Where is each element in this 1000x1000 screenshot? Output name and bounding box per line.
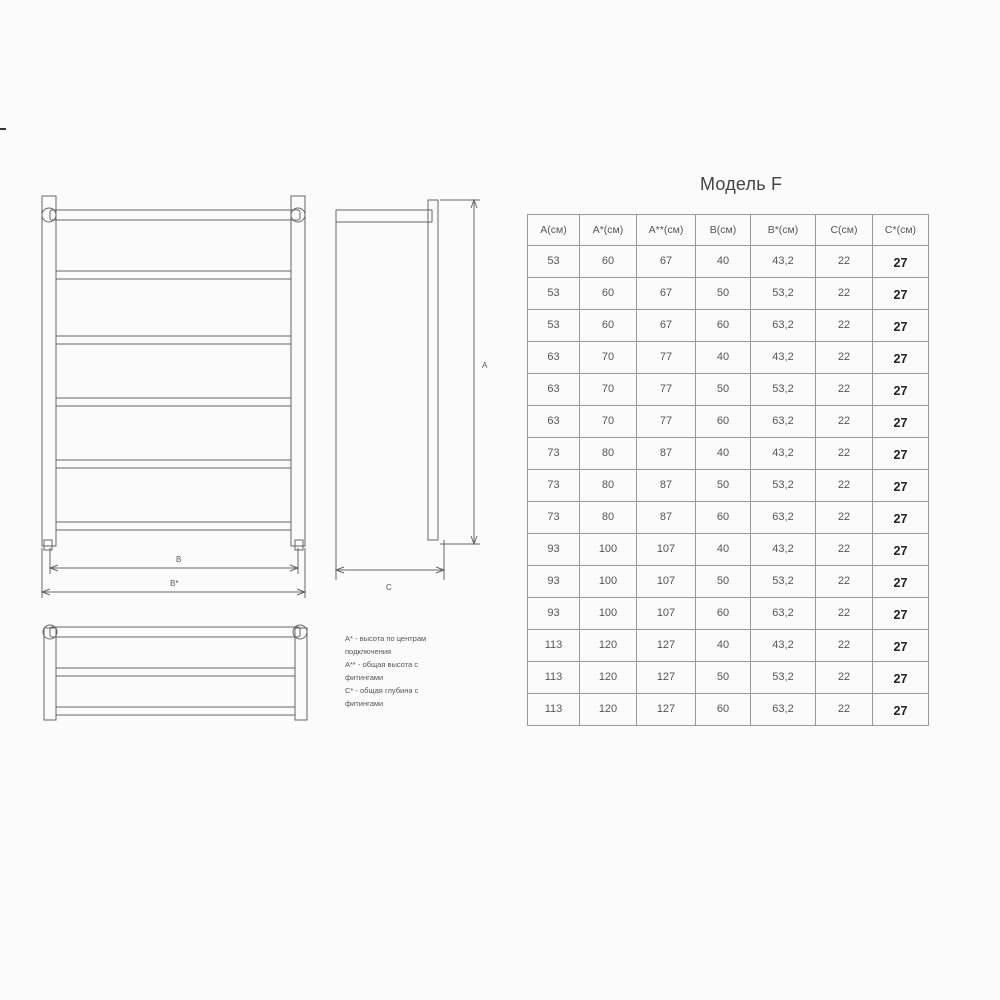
table-cell: 40 <box>696 630 751 662</box>
table-cell: 22 <box>816 662 873 694</box>
table-cell: 70 <box>580 406 637 438</box>
table-cell: 27 <box>873 694 929 726</box>
table-cell: 22 <box>816 246 873 278</box>
table-cell: 67 <box>637 278 696 310</box>
table-cell: 27 <box>873 310 929 342</box>
column-header: А*(см) <box>580 215 637 246</box>
table-row <box>528 470 929 502</box>
table-cell: 120 <box>580 662 637 694</box>
table-cell: 53,2 <box>751 470 816 502</box>
legend-line: А* - высота по центрам <box>345 634 427 643</box>
table-cell: 77 <box>637 374 696 406</box>
table-cell: 60 <box>696 694 751 726</box>
table-cell: 63,2 <box>751 406 816 438</box>
table-cell: 53,2 <box>751 374 816 406</box>
table-cell: 53,2 <box>751 662 816 694</box>
table-cell: 87 <box>637 502 696 534</box>
table-row <box>528 694 929 726</box>
side-view-drawing <box>336 200 480 580</box>
side-post <box>428 200 438 540</box>
table-cell: 113 <box>528 694 580 726</box>
table-cell: 50 <box>696 662 751 694</box>
table-cell: 127 <box>637 630 696 662</box>
legend-line: С* - общая глубина с <box>345 686 419 695</box>
table-row <box>528 566 929 598</box>
dimension-label-b-star: B* <box>170 579 179 588</box>
table-cell: 22 <box>816 470 873 502</box>
table-cell: 40 <box>696 438 751 470</box>
table-row <box>528 534 929 566</box>
table-cell: 107 <box>637 598 696 630</box>
table-cell: 50 <box>696 278 751 310</box>
table-cell: 27 <box>873 374 929 406</box>
dimension-legend <box>345 632 485 710</box>
table-cell: 43,2 <box>751 246 816 278</box>
table-cell: 53,2 <box>751 566 816 598</box>
table-cell: 43,2 <box>751 438 816 470</box>
table-cell: 127 <box>637 662 696 694</box>
table-cell: 67 <box>637 310 696 342</box>
table-cell: 87 <box>637 470 696 502</box>
table-row <box>528 310 929 342</box>
table-cell: 100 <box>580 566 637 598</box>
table-cell: 27 <box>873 342 929 374</box>
table-cell: 60 <box>696 310 751 342</box>
table-cell: 60 <box>580 310 637 342</box>
table-cell: 100 <box>580 534 637 566</box>
table-cell: 80 <box>580 502 637 534</box>
table-cell: 77 <box>637 406 696 438</box>
legend-line: А** - общая высота с <box>345 660 419 669</box>
table-cell: 43,2 <box>751 342 816 374</box>
table-row <box>528 502 929 534</box>
table-cell: 50 <box>696 470 751 502</box>
column-header: С*(см) <box>873 215 929 246</box>
table-cell: 43,2 <box>751 534 816 566</box>
front-view-drawing <box>42 196 305 598</box>
table-cell: 53,2 <box>751 278 816 310</box>
table-cell: 27 <box>873 246 929 278</box>
table-cell: 80 <box>580 438 637 470</box>
table-cell: 22 <box>816 598 873 630</box>
rung <box>56 398 291 406</box>
column-header: А**(см) <box>637 215 696 246</box>
table-cell: 60 <box>696 406 751 438</box>
legend-line: фитингами <box>345 673 384 682</box>
table-cell: 63 <box>528 406 580 438</box>
table-cell: 40 <box>696 246 751 278</box>
table-cell: 73 <box>528 470 580 502</box>
table-cell: 63,2 <box>751 598 816 630</box>
table-row <box>528 374 929 406</box>
side-top-bar <box>336 210 432 222</box>
table-cell: 27 <box>873 438 929 470</box>
table-cell: 60 <box>696 598 751 630</box>
table-row <box>528 406 929 438</box>
legend-line: подключения <box>345 647 392 656</box>
table-cell: 27 <box>873 406 929 438</box>
table-cell: 22 <box>816 310 873 342</box>
table-cell: 27 <box>873 598 929 630</box>
table-cell: 63 <box>528 374 580 406</box>
table-cell: 107 <box>637 534 696 566</box>
table-cell: 93 <box>528 566 580 598</box>
table-cell: 63,2 <box>751 694 816 726</box>
table-cell: 22 <box>816 438 873 470</box>
table-cell: 22 <box>816 278 873 310</box>
table-cell: 50 <box>696 566 751 598</box>
rung <box>56 336 291 344</box>
table-cell: 22 <box>816 406 873 438</box>
table-cell: 113 <box>528 662 580 694</box>
dimension-label-b: B <box>176 555 182 564</box>
table-cell: 27 <box>873 662 929 694</box>
table-cell: 120 <box>580 694 637 726</box>
dimension-label-c: C <box>386 583 392 592</box>
table-cell: 63,2 <box>751 310 816 342</box>
model-title: Модель F <box>700 174 783 194</box>
table-cell: 40 <box>696 342 751 374</box>
table-cell: 60 <box>580 278 637 310</box>
table-cell: 53 <box>528 278 580 310</box>
column-header: С(см) <box>816 215 873 246</box>
table-cell: 107 <box>637 566 696 598</box>
table-row <box>528 342 929 374</box>
table-cell: 27 <box>873 630 929 662</box>
column-header: А(см) <box>528 215 580 246</box>
table-cell: 120 <box>580 630 637 662</box>
left-post <box>42 196 56 546</box>
table-cell: 80 <box>580 470 637 502</box>
table-cell: 73 <box>528 502 580 534</box>
table-cell: 22 <box>816 374 873 406</box>
table-cell: 60 <box>580 246 637 278</box>
table-cell: 40 <box>696 534 751 566</box>
dimension-label-a: A <box>482 361 488 370</box>
table-cell: 27 <box>873 534 929 566</box>
table-cell: 27 <box>873 470 929 502</box>
table-cell: 67 <box>637 246 696 278</box>
table-cell: 27 <box>873 502 929 534</box>
table-cell: 100 <box>580 598 637 630</box>
table-cell: 53 <box>528 310 580 342</box>
table-cell: 113 <box>528 630 580 662</box>
table-cell: 27 <box>873 278 929 310</box>
table-cell: 22 <box>816 694 873 726</box>
table-cell: 60 <box>696 502 751 534</box>
rung <box>56 271 291 279</box>
table-cell: 22 <box>816 630 873 662</box>
right-post <box>291 196 305 546</box>
table-cell: 22 <box>816 502 873 534</box>
table-cell: 87 <box>637 438 696 470</box>
table-row <box>528 438 929 470</box>
rung <box>56 522 291 530</box>
table-row <box>528 630 929 662</box>
column-header: В*(см) <box>751 215 816 246</box>
dimensions-table <box>527 214 929 726</box>
table-cell: 77 <box>637 342 696 374</box>
table-cell: 22 <box>816 342 873 374</box>
table-cell: 127 <box>637 694 696 726</box>
table-cell: 50 <box>696 374 751 406</box>
column-header: В(см) <box>696 215 751 246</box>
table-cell: 27 <box>873 566 929 598</box>
table-cell: 70 <box>580 374 637 406</box>
table-row <box>528 598 929 630</box>
table-cell: 93 <box>528 598 580 630</box>
table-row <box>528 662 929 694</box>
table-cell: 93 <box>528 534 580 566</box>
table-cell: 53 <box>528 246 580 278</box>
rung <box>56 460 291 468</box>
top-view-drawing <box>43 625 307 720</box>
table-cell: 73 <box>528 438 580 470</box>
table-cell: 22 <box>816 566 873 598</box>
table-header-row <box>528 215 929 246</box>
table-cell: 63,2 <box>751 502 816 534</box>
legend-line: фитингами <box>345 699 384 708</box>
table-cell: 70 <box>580 342 637 374</box>
table-row <box>528 246 929 278</box>
table-cell: 22 <box>816 534 873 566</box>
table-cell: 43,2 <box>751 630 816 662</box>
table-row <box>528 278 929 310</box>
table-cell: 63 <box>528 342 580 374</box>
